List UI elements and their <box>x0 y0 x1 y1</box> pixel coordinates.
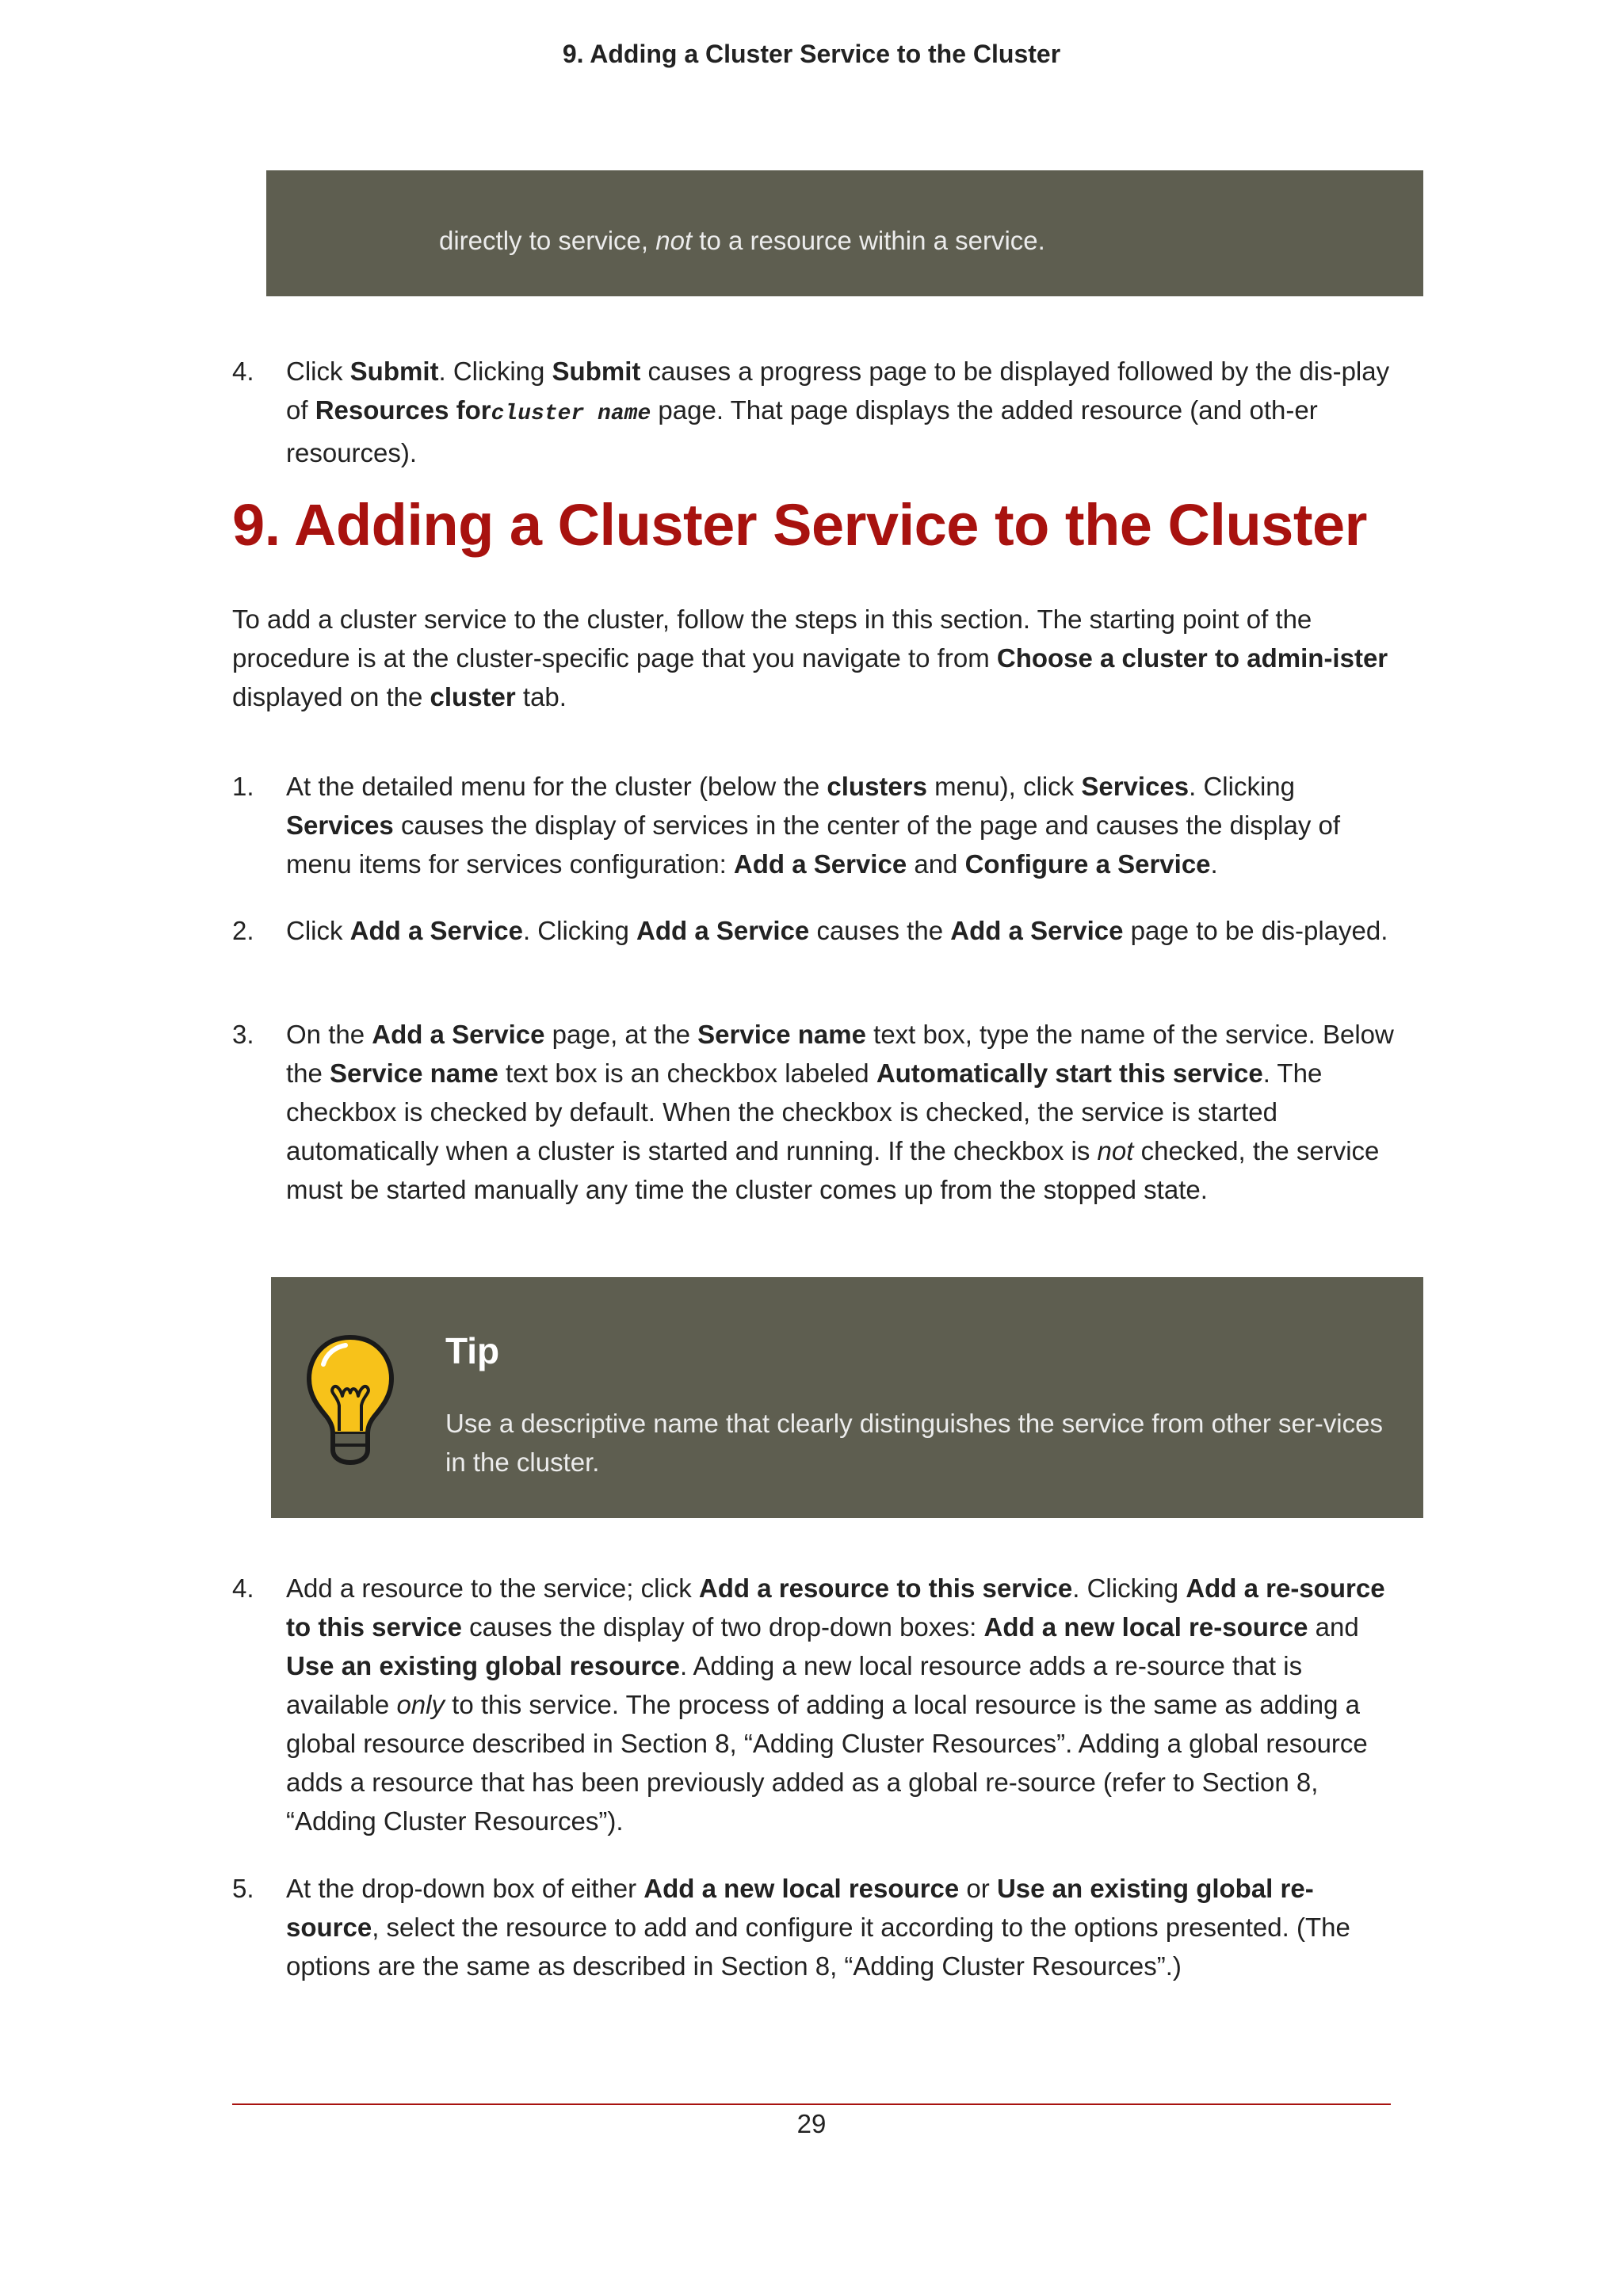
list-item <box>232 1869 1397 1985</box>
step-text: On the Add a Service page, at the Service name text box, type the name of the service. Below the Service name text box is an checkbox labeled Automatically start this service. The checkbox is checked by default. When the checkbox is checked, the service is started automatically when a cluster is started and running. If the checkbox is not checked, the service must be started manually any time the cluster comes up from the stopped state. <box>286 1020 1394 1204</box>
list-item <box>232 352 1397 472</box>
page-number: 29 <box>796 2109 827 2138</box>
list-item <box>232 911 1397 950</box>
step-text: Add a resource to the service; click Add a resource to this service. Clicking Add a re-source to this service causes the display of two drop-down boxes: Add a new local re-source and Use an existing global resource. Adding a new local resource adds a re-source that is available only to this service. The process of adding a local resource is the same as adding a global resource described in Section 8, “Adding Cluster Resources”. Adding a global resource adds a resource that has been previously added as a global re-source (refer to Section 8, “Adding Cluster Resources”). <box>286 1573 1385 1836</box>
intro-paragraph: To add a cluster service to the cluster, follow the steps in this section. The starting point of the procedure is at the cluster-specific page that you navigate to from Choose a cluster to admin-ister displayed on the cluster tab. <box>232 605 1388 711</box>
step-number: 1. <box>232 772 254 801</box>
tip-title: Tip <box>445 1330 500 1371</box>
step-text: Click Submit. Clicking Submit causes a progress page to be displayed followed by the dis-play of Resources forcluster name page. That page displays the added resource (and oth-er resources). <box>286 357 1390 467</box>
step-number: 2. <box>232 916 254 945</box>
tip-text: Use a descriptive name that clearly distinguishes the service from other ser-vices in the cluster. <box>445 1409 1383 1477</box>
tip-box <box>271 1277 1423 1518</box>
list-item <box>232 1015 1397 1209</box>
step-number: 4. <box>232 1573 254 1603</box>
list-item <box>232 1569 1397 1840</box>
step-number: 5. <box>232 1874 254 1903</box>
step-text: Click Add a Service. Clicking Add a Service causes the Add a Service page to be dis-played. <box>286 916 1388 945</box>
running-header: 9. Adding a Cluster Service to the Cluster <box>562 40 1061 68</box>
step-number: 3. <box>232 1020 254 1049</box>
step-text: At the drop-down box of either Add a new local resource or Use an existing global re-source, select the resource to add and configure it according to the options presented. (The options are the same as described in Section 8, “Adding Cluster Resources”.) <box>286 1874 1350 1981</box>
step-text: At the detailed menu for the cluster (below the clusters menu), click Services. Clicking Services causes the display of services in the center of the page and causes the display of menu items for services configuration: Add a Service and Configure a Service. <box>286 772 1341 879</box>
step-number: 4. <box>232 357 254 386</box>
section-title: 9. Adding a Cluster Service to the Cluster <box>232 492 1367 558</box>
list-item <box>232 767 1397 883</box>
note-box <box>266 170 1423 296</box>
footer-rule <box>232 2103 1391 2105</box>
note-text: directly to service, not to a resource within a service. <box>439 226 1045 255</box>
lightbulb-icon <box>303 1333 398 1467</box>
